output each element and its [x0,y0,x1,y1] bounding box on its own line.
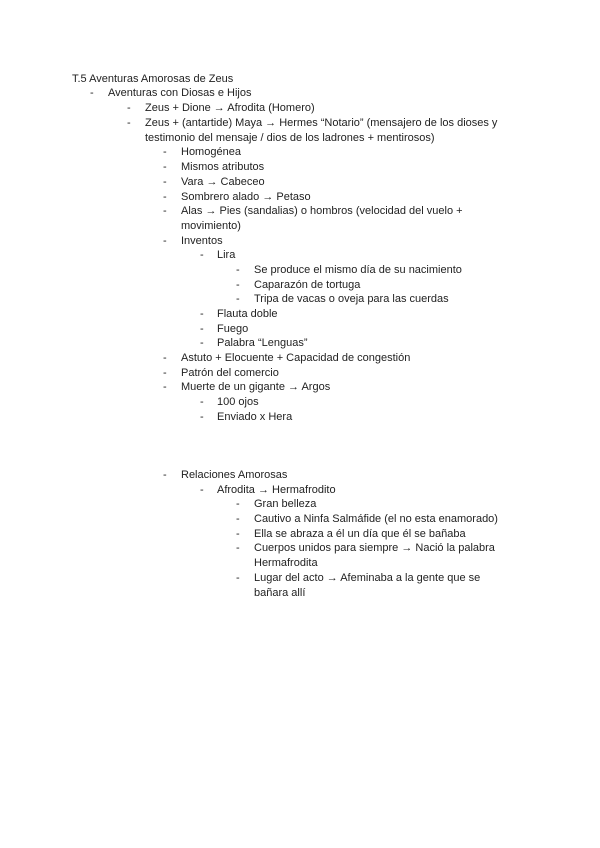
list-item-text: Muerte de un gigante → Argos [181,381,331,393]
list-item-text: Afrodita → Hermafrodito [217,484,336,496]
list-item-text: Zeus + (antartide) Maya → Hermes “Notario” (mensajero de los dioses y testimonio del mensaje / dios de los ladrones + mentirosos) [145,117,498,144]
bullet-dash: - [200,323,204,335]
list-item-text: Lira [217,249,236,261]
bullet-dash: - [163,367,167,379]
bullet-dash: - [163,176,167,188]
list-item-text: Lugar del acto → Afeminaba a la gente que se bañara allí [254,572,481,599]
document-title: T.5 Aventuras Amorosas de Zeus [72,73,234,85]
list-item-text: Zeus + Dione → Afrodita (Homero) [145,102,315,114]
bullet-dash: - [236,542,240,554]
bullet-dash: - [236,572,240,584]
list-item-text: Homogénea [181,146,241,158]
list-item-text: Gran belleza [254,498,317,510]
bullet-dash: - [163,161,167,173]
bullet-dash: - [200,411,204,423]
bullet-dash: - [200,337,204,349]
bullet-dash: - [163,191,167,203]
list-item-text: Sombrero alado → Petaso [181,191,311,203]
list-item-text: Caparazón de tortuga [254,279,361,291]
bullet-dash: - [127,102,131,114]
bullet-dash: - [236,528,240,540]
bullet-dash: - [236,293,240,305]
bullet-dash: - [236,513,240,525]
bullet-dash: - [200,308,204,320]
list-item-text: Relaciones Amorosas [181,469,288,481]
list-item-text: Patrón del comercio [181,367,279,379]
list-item-text: Cuerpos unidos para siempre → Nació la palabra Hermafrodita [254,542,495,569]
list-item-text: Astuto + Elocuente + Capacidad de congestión [181,352,411,364]
list-item-text: Enviado x Hera [217,411,293,423]
bullet-dash: - [200,249,204,261]
bullet-dash: - [236,498,240,510]
bullet-dash: - [236,264,240,276]
list-item-text: Vara → Cabeceo [181,176,265,188]
list-item-text: Ella se abraza a él un día que él se bañaba [254,528,466,540]
bullet-dash: - [200,396,204,408]
bullet-dash: - [200,484,204,496]
list-item-text: Mismos atributos [181,161,265,173]
list-item-text: Inventos [181,235,223,247]
bullet-dash: - [163,381,167,393]
bullet-dash: - [163,469,167,481]
list-item-text: Fuego [217,323,249,335]
bullet-dash: - [163,205,167,217]
bullet-dash: - [127,117,131,129]
list-item-text: Alas → Pies (sandalias) o hombros (velocidad del vuelo + movimiento) [181,205,463,232]
list-item-text: Se produce el mismo día de su nacimiento [254,264,462,276]
list-item-text: Tripa de vacas o oveja para las cuerdas [254,293,449,305]
bullet-dash: - [236,279,240,291]
bullet-dash: - [163,146,167,158]
list-item-text: Cautivo a Ninfa Salmáfide (el no esta enamorado) [254,513,498,525]
bullet-dash: - [163,352,167,364]
bullet-dash: - [163,235,167,247]
list-item-text: Palabra “Lenguas” [217,337,308,349]
list-item-text: Flauta doble [217,308,278,320]
bullet-dash: - [90,87,94,99]
list-item-text: 100 ojos [217,396,259,408]
list-item-text: Aventuras con Diosas e Hijos [108,87,252,99]
